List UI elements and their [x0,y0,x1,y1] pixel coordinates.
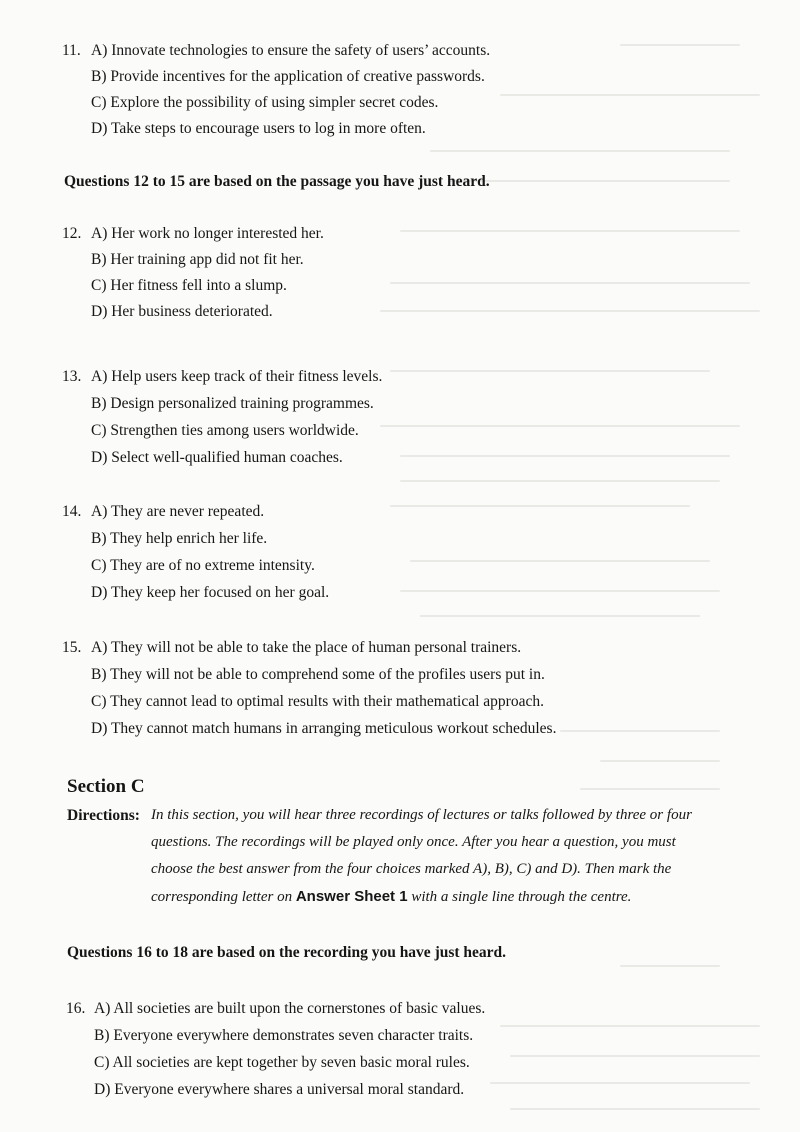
option-b: B) They will not be able to comprehend some of the profiles users put in. [91,666,545,683]
option-d: D) They cannot match humans in arranging meticulous workout schedules. [91,720,557,737]
option-c: C) All societies are kept together by seven basic moral rules. [94,1054,470,1071]
option-d: D) Select well-qualified human coaches. [91,449,343,466]
questions-16-18-heading: Questions 16 to 18 are based on the recording you have just heard. [67,944,507,961]
option-b: B) They help enrich her life. [91,530,268,547]
directions-line-4 [151,888,631,906]
directions-line-3: choose the best answer from the four choices marked A), B), C) and D). Then mark the [151,861,672,877]
option-a: A) Her work no longer interested her. [91,225,324,242]
option-c: C) Explore the possibility of using simpler secret codes. [91,94,439,111]
directions-line-1: In this section, you will hear three recordings of lectures or talks followed by three or four [151,807,692,823]
answer-sheet-label: Answer Sheet 1 [295,888,408,905]
option-d: D) They keep her focused on her goal. [91,584,330,601]
option-a: A) They are never repeated. [91,503,265,520]
questions-12-15-heading: Questions 12 to 15 are based on the passage you have just heard. [64,173,490,190]
option-a: A) All societies are built upon the cornerstones of basic values. [94,1000,486,1017]
option-d: D) Her business deteriorated. [91,303,273,320]
question-number: 15. [62,639,82,656]
option-c: C) They are of no extreme intensity. [91,557,315,574]
option-c: C) Her fitness fell into a slump. [91,277,287,294]
option-a: A) Help users keep track of their fitness levels. [91,368,383,385]
directions-line-4-post: with a single line through the centre. [411,889,632,905]
question-number: 11. [62,42,81,59]
option-d: D) Take steps to encourage users to log in more often. [91,120,426,137]
option-a: A) Innovate technologies to ensure the safety of users’ accounts. [91,42,491,59]
option-a: A) They will not be able to take the place of human personal trainers. [91,639,522,656]
directions-label: Directions: [67,807,140,824]
directions-line-2: questions. The recordings will be played only once. After you hear a question, you must [151,834,676,850]
question-number: 16. [66,1000,86,1017]
option-c: C) Strengthen ties among users worldwide. [91,422,359,439]
section-c-title: Section C [67,776,145,797]
option-b: B) Everyone everywhere demonstrates seven character traits. [94,1027,474,1044]
option-b: B) Her training app did not fit her. [91,251,304,268]
question-number: 13. [62,368,82,385]
directions-line-4-pre: corresponding letter on [151,889,293,905]
option-d: D) Everyone everywhere shares a universal moral standard. [94,1081,465,1098]
question-number: 12. [62,225,82,242]
option-c: C) They cannot lead to optimal results with their mathematical approach. [91,693,544,710]
question-number: 14. [62,503,82,520]
option-b: B) Provide incentives for the application of creative passwords. [91,68,485,85]
option-b: B) Design personalized training programmes. [91,395,374,412]
